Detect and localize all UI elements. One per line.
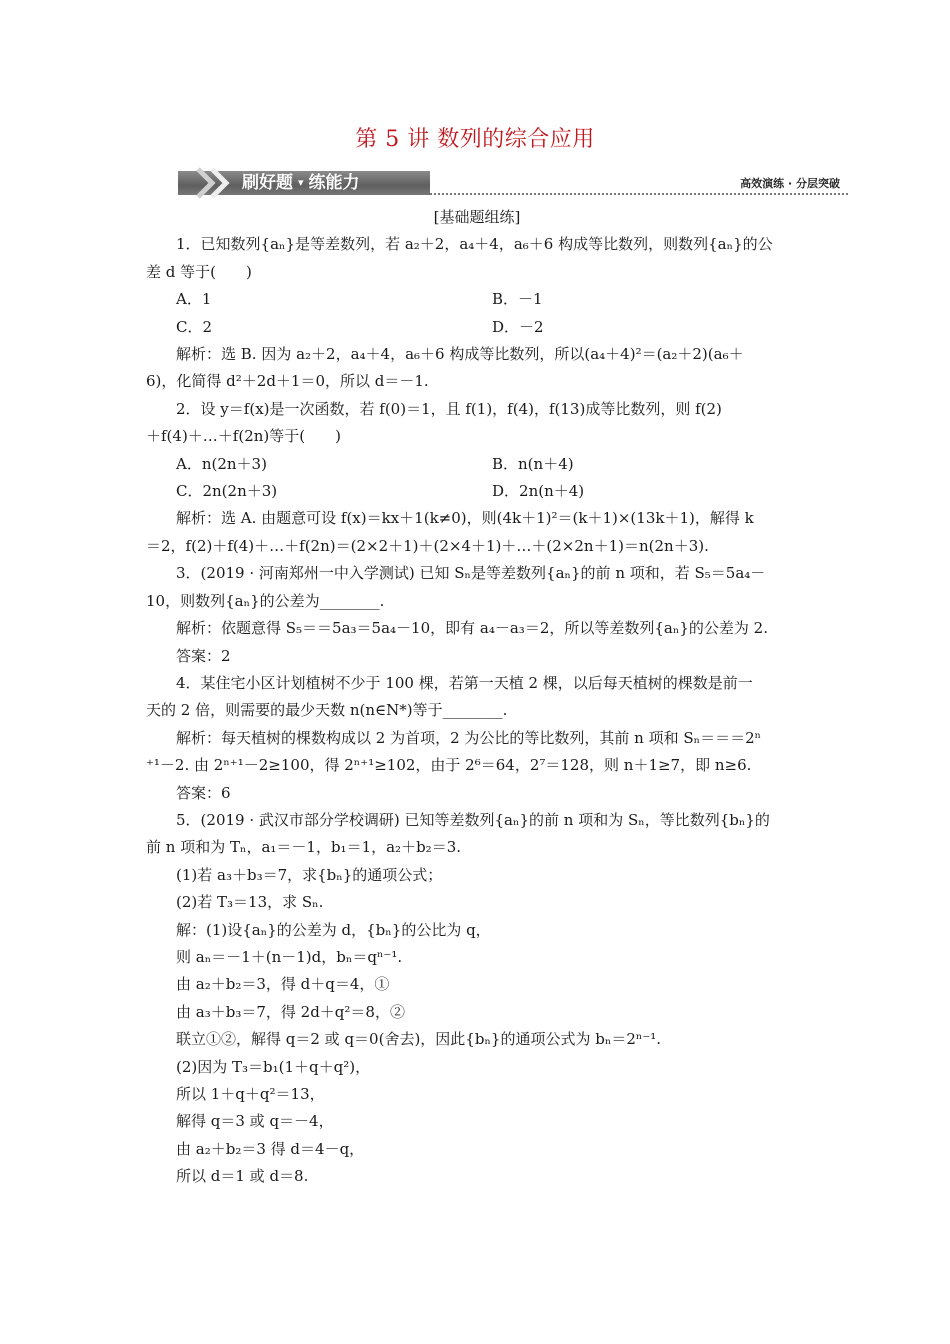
q4-answer: 答案：6 (176, 783, 231, 802)
q1-stem-line1: 1．已知数列{aₙ}是等差数列，若 a₂＋2，a₄＋4，a₆＋6 构成等比数列，则数列{aₙ}的公 (176, 235, 773, 254)
q2-option-a: A．n(2n＋3) (176, 454, 267, 473)
q5-solution-line10: 所以 d＝1 或 d＝8. (176, 1167, 309, 1186)
q2-stem-line1: 2．设 y＝f(x)是一次函数，若 f(0)＝1，且 f(1)，f(4)，f(13)成等比数列，则 f(2) (176, 399, 722, 418)
q5-solution-line7: 所以 1＋q＋q²＝13， (176, 1085, 325, 1103)
q1-option-b: B．－1 (492, 290, 543, 309)
banner-dot-icon: ▾ (298, 176, 304, 189)
q4-solution-line1: 解析：每天植树的棵数构成以 2 为首项，2 为公比的等比数列，其前 n 项和 Sₙ＝＝＝2ⁿ (176, 728, 762, 747)
q2-stem-line2: ＋f(4)＋…＋f(2n)等于( ) (146, 427, 341, 446)
q5-part2: (2)若 T₃＝13，求 Sₙ. (176, 893, 324, 912)
q2-solution-line2: ＝2，f(2)＋f(4)＋…＋f(2n)＝(2×2＋1)＋(2×4＋1)＋…＋(2×2n＋1)＝n(2n＋3). (146, 536, 709, 555)
q1-option-a: A．1 (176, 290, 212, 309)
q3-stem-line1: 3．(2019 · 河南郑州一中入学测试) 已知 Sₙ是等差数列{aₙ}的前 n 项和，若 S₅＝5a₄－ (176, 564, 766, 583)
section-banner (178, 167, 848, 201)
q2-option-b: B．n(n＋4) (492, 454, 574, 473)
page-title: 第 5 讲 数列的综合应用 (355, 127, 595, 152)
q4-stem-line1: 4．某住宅小区计划植树不少于 100 棵，若第一天植 2 棵，以后每天植树的棵数是前一 (176, 673, 753, 692)
q5-solution-line9: 由 a₂＋b₂＝3 得 d＝4－q， (176, 1139, 365, 1158)
q3-solution: 解析：依题意得 S₅＝＝5a₃＝5a₄－10，即有 a₄－a₃＝2，所以等差数列{aₙ}的公差为 2. (176, 619, 768, 638)
q5-solution-line3: 由 a₂＋b₂＝3，得 d＋q＝4，① (176, 975, 390, 994)
banner-title (242, 171, 360, 195)
q5-solution-line8: 解得 q＝3 或 q＝－4， (176, 1112, 334, 1131)
banner-title-part2: 练能力 (308, 173, 360, 193)
q2-options-row1 (146, 451, 808, 478)
q4-stem-line2: 天的 2 倍，则需要的最少天数 n(n∈N*)等于________. (146, 701, 508, 720)
banner-title-part1: 刷好题 (242, 173, 293, 193)
double-chevron-icon (194, 167, 238, 199)
q2-options-row2 (146, 478, 808, 505)
document-body (146, 204, 808, 1191)
banner-subtitle: 高效演练 · 分层突破 (740, 177, 840, 190)
q5-solution-line1: 解：(1)设{aₙ}的公差为 d，{bₙ}的公比为 q， (176, 920, 491, 939)
q5-stem-line1: 5．(2019 · 武汉市部分学校调研) 已知等差数列{aₙ}的前 n 项和为 Sₙ，等比数列{bₙ}的 (176, 810, 770, 829)
q3-answer: 答案：2 (176, 646, 231, 665)
section-label: [基础题组练] (433, 208, 521, 226)
q1-option-c: C．2 (176, 317, 213, 336)
q2-option-c: C．2n(2n＋3) (176, 482, 278, 501)
q5-part1: (1)若 a₃＋b₃＝7，求{bₙ}的通项公式； (176, 865, 443, 884)
q1-option-d: D．－2 (492, 317, 544, 336)
q5-solution-line5: 联立①②，解得 q＝2 或 q＝0(舍去)，因此{bₙ}的通项公式为 bₙ＝2ⁿ⁻¹. (176, 1030, 662, 1049)
q3-stem-line2: 10，则数列{aₙ}的公差为________. (146, 591, 385, 610)
q2-option-d: D．2n(n＋4) (492, 482, 585, 501)
banner-dotted-rule (430, 193, 848, 195)
q5-solution-line4: 由 a₃＋b₃＝7，得 2d＋q²＝8，② (176, 1002, 405, 1021)
q1-options-row1 (146, 286, 808, 313)
q1-options-row2 (146, 314, 808, 341)
q4-solution-line2: ⁺¹－2. 由 2ⁿ⁺¹－2≥100，得 2ⁿ⁺¹≥102，由于 2⁶＝64，2⁷＝128，则 n＋1≥7，即 n≥6. (146, 756, 752, 775)
q1-solution-line2: 6)，化简得 d²＋2d＋1＝0，所以 d＝－1. (146, 372, 429, 391)
q5-solution-line2: 则 aₙ＝－1＋(n－1)d，bₙ＝qⁿ⁻¹. (176, 947, 403, 966)
q1-solution-line1: 解析：选 B. 因为 a₂＋2，a₄＋4，a₆＋6 构成等比数列，所以(a₄＋4)²＝(a₂＋2)(a₆＋ (176, 345, 744, 364)
q1-stem-line2: 差 d 等于( ) (146, 262, 252, 281)
q5-stem-line2: 前 n 项和为 Tₙ，a₁＝－1，b₁＝1，a₂＋b₂＝3. (146, 838, 462, 857)
q2-solution-line1: 解析：选 A. 由题意可设 f(x)＝kx＋1(k≠0)，则(4k＋1)²＝(k＋1)×(13k＋1)，解得 k (176, 509, 754, 528)
q5-solution-line6: (2)因为 T₃＝b₁(1＋q＋q²)， (176, 1057, 371, 1076)
